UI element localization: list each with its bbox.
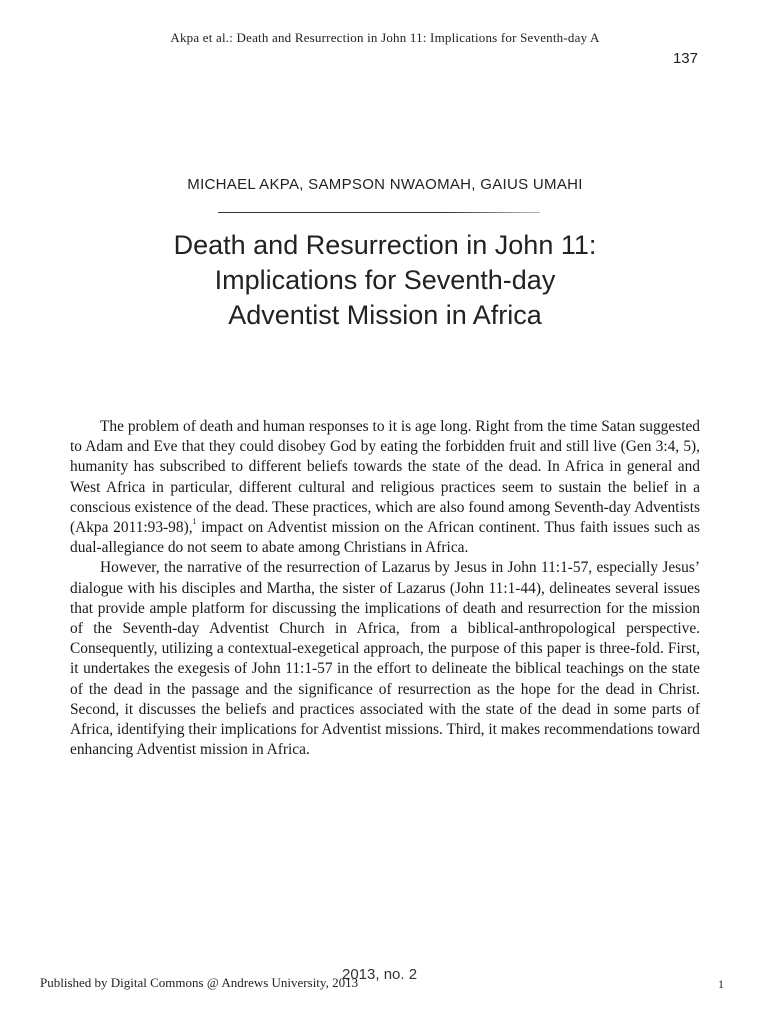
title-line-1: Death and Resurrection in John 11:	[173, 230, 597, 260]
running-head: Akpa et al.: Death and Resurrection in John 11: Implications for Seventh-day A	[170, 30, 600, 45]
title-line-2: Implications for Seventh-day	[214, 265, 556, 295]
issue-label: 2013, no. 2	[342, 966, 418, 983]
title-line-3: Adventist Mission in Africa	[228, 300, 542, 330]
article-title	[70, 228, 700, 333]
footnote-marker[interactable]: 1	[192, 517, 197, 527]
article-body	[70, 417, 700, 760]
journal-page-number: 137	[672, 50, 698, 67]
title-divider	[218, 212, 540, 213]
publisher-footer: Published by Digital Commons @ Andrews University, 2013	[40, 975, 359, 990]
paragraph-1	[70, 417, 700, 558]
author-list: MICHAEL AKPA, SAMPSON NWAOMAH, GAIUS UMAHI	[187, 176, 583, 193]
paragraph-1-text-b: impact on Adventist mission on the African continent. Thus faith issues such as dual-allegiance do not seem to abate among Christians in Africa.	[70, 519, 700, 557]
paragraph-2: However, the narrative of the resurrection of Lazarus by Jesus in John 11:1-57, especially Jesus’ dialogue with his disciples and Martha, the sister of Lazarus (John 11:1-44), delineates several issues that provide ample platform for discussing the implications of death and resurrection for the mission of the Seventh-day Adventist Church in Africa, from a biblical-anthropological perspective. Consequently, utilizing a contextual-exegetical approach, the purpose of this paper is three-fold. First, it undertakes the exegesis of John 11:1-57 in the effort to delineate the biblical teachings on the state of the dead in the passage and the significance of resurrection as the hope for the dead in Christ. Second, it discusses the beliefs and practices associated with the state of the dead in some parts of Africa, identifying their implications for Adventist missions. Third, it makes recommendations toward enhancing Adventist mission in Africa.	[70, 559, 700, 759]
paragraph-1-text-a: The problem of death and human responses to it is age long. Right from the time Satan suggested to Adam and Eve that they could disobey God by eating the forbidden fruit and still live (Gen 3:4, 5), humanity has subscribed to different beliefs towards the state of the dead. In Africa in general and West Africa in particular, different cultural and religious practices seem to sustain the belief in a conscious existence of the dead. These practices, which are also found among Seventh-day Adventists (Akpa 2011:93-98),	[70, 418, 700, 537]
pdf-page-number: 1	[718, 977, 724, 991]
